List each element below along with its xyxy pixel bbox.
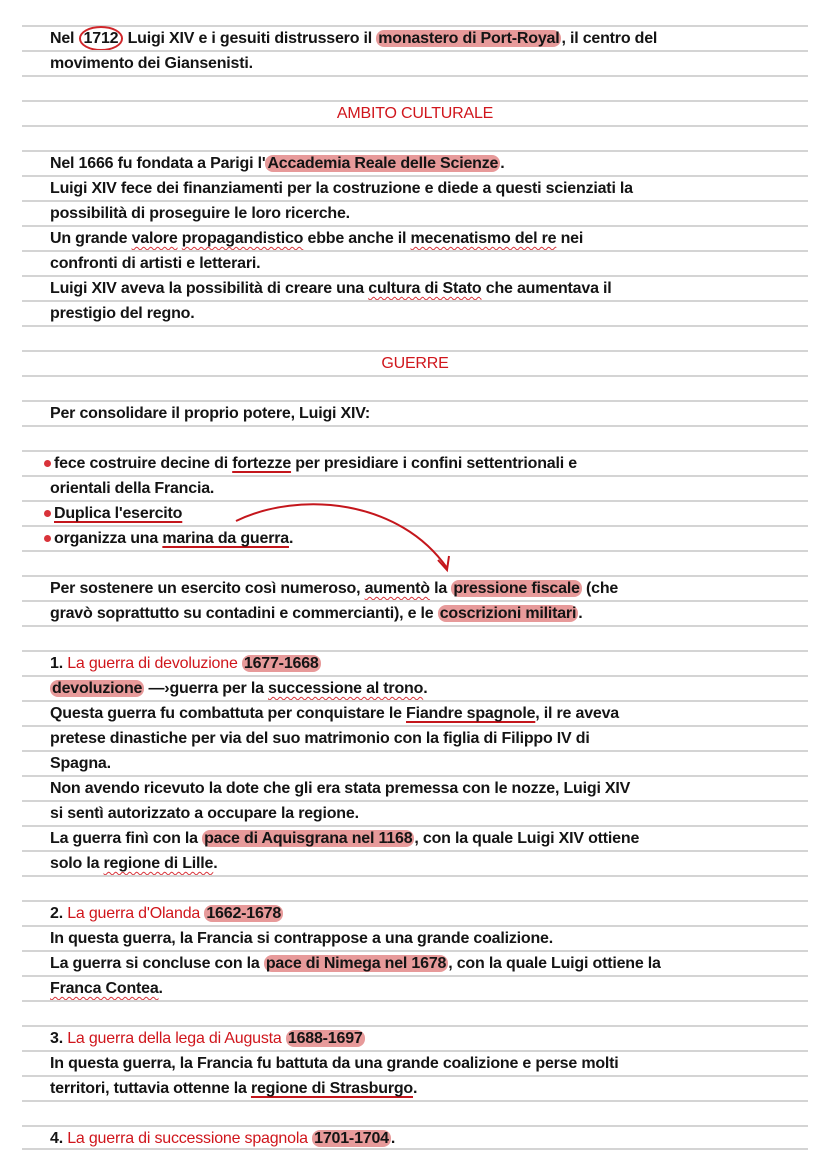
text-segment: La guerra si concluse con la bbox=[50, 955, 264, 972]
underlined-text: Duplica l'esercito bbox=[54, 505, 183, 522]
underlined-text: regione di Strasburgo bbox=[250, 1080, 413, 1097]
wavy-underlined-text: valore bbox=[131, 230, 178, 247]
note-line bbox=[22, 300, 808, 325]
note-line bbox=[22, 1125, 808, 1150]
text-segment: si sentì autorizzato a occupare la regione. bbox=[50, 805, 359, 822]
underlined-text: Fiandre spagnole bbox=[406, 705, 536, 722]
text-segment: . bbox=[288, 530, 294, 547]
text-segment: 4. bbox=[50, 1130, 68, 1147]
note-line bbox=[22, 250, 808, 275]
text-segment: pretese dinastiche per via del suo matrimonio con la figlia di Filippo IV di bbox=[50, 730, 590, 747]
note-line bbox=[22, 575, 808, 600]
text-segment: movimento dei Giansenisti. bbox=[50, 55, 253, 72]
highlighted-text: 1677-1668 bbox=[243, 655, 319, 672]
text-segment: . bbox=[578, 605, 583, 622]
note-line bbox=[22, 900, 808, 925]
highlighted-text: pace di Aquisgrana nel 1168 bbox=[204, 830, 413, 847]
blank-line bbox=[22, 625, 808, 650]
text-segment: . bbox=[213, 855, 218, 872]
text-segment: . bbox=[390, 1130, 396, 1147]
bullet-icon bbox=[44, 460, 51, 467]
text-segment: , il centro del bbox=[561, 30, 658, 47]
note-line bbox=[22, 750, 808, 775]
note-line bbox=[22, 800, 808, 825]
note-line bbox=[22, 775, 808, 800]
section-heading: GUERRE bbox=[381, 355, 449, 372]
blank-line bbox=[22, 875, 808, 900]
circled-date: 1712 bbox=[79, 26, 124, 51]
note-line bbox=[22, 175, 808, 200]
text-segment: Spagna. bbox=[50, 755, 111, 772]
text-segment: Luigi XIV fece dei finanziamenti per la costruzione e diede a questi scienziati la bbox=[50, 180, 633, 197]
text-segment: Questa guerra fu combattuta per conquistare le bbox=[50, 705, 407, 722]
text-segment: Nel 1666 fu fondata a Parigi l' bbox=[50, 155, 266, 172]
text-segment: 1. bbox=[50, 655, 68, 672]
note-line bbox=[22, 950, 808, 975]
highlighted-text: monastero di Port-Royal bbox=[378, 30, 560, 47]
text-segment: ebbe anche il bbox=[303, 230, 411, 247]
text-segment: nei bbox=[556, 230, 584, 247]
text-segment: Nel bbox=[50, 30, 79, 47]
note-line bbox=[22, 725, 808, 750]
note-line bbox=[22, 675, 808, 700]
note-line bbox=[22, 400, 808, 425]
underlined-text: fortezze bbox=[232, 455, 292, 472]
text-segment: gravò soprattutto su contadini e commercianti), e le bbox=[50, 605, 438, 622]
text-segment: Luigi XIV aveva la possibilità di creare una bbox=[50, 280, 369, 297]
highlighted-text: devoluzione bbox=[52, 680, 143, 697]
text-segment: , con la quale Luigi ottiene la bbox=[448, 955, 661, 972]
blank-line bbox=[22, 75, 808, 100]
text-segment: prestigio del regno. bbox=[50, 305, 195, 322]
blank-line bbox=[22, 550, 808, 575]
highlighted-text: Accademia Reale delle Scienze bbox=[267, 155, 499, 172]
section-heading: AMBITO CULTURALE bbox=[336, 105, 494, 122]
note-line bbox=[22, 100, 808, 125]
bullet-icon bbox=[44, 510, 51, 517]
text-segment: In questa guerra, la Francia fu battuta da una grande coalizione e perse molti bbox=[50, 1055, 619, 1072]
text-segment: —›guerra per la bbox=[144, 680, 269, 697]
wavy-underlined-text: regione di Lille bbox=[103, 855, 214, 872]
text-segment: possibilità di proseguire le loro ricerche. bbox=[50, 205, 350, 222]
highlighted-text: pressione fiscale bbox=[453, 580, 580, 597]
text-segment: . bbox=[423, 680, 428, 697]
note-line bbox=[22, 925, 808, 950]
text-segment: (che bbox=[581, 580, 619, 597]
note-line bbox=[22, 700, 808, 725]
blank-line bbox=[22, 1000, 808, 1025]
text-segment: solo la bbox=[50, 855, 104, 872]
notes-page bbox=[0, 25, 828, 1150]
note-line bbox=[22, 525, 808, 550]
text-segment: Per sostenere un esercito così numeroso, bbox=[50, 580, 365, 597]
bullet-icon bbox=[44, 535, 51, 542]
note-line bbox=[22, 1075, 808, 1100]
text-segment: la bbox=[429, 580, 452, 597]
wavy-underlined-text: cultura di Stato bbox=[368, 280, 482, 297]
section-title: La guerra della lega di Augusta bbox=[67, 1030, 282, 1047]
note-line bbox=[22, 825, 808, 850]
blank-line bbox=[22, 325, 808, 350]
section-title: La guerra di successione spagnola bbox=[67, 1130, 308, 1147]
text-segment: Non avendo ricevuto la dote che gli era stata premessa con le nozze, Luigi XIV bbox=[50, 780, 631, 797]
note-line bbox=[22, 1025, 808, 1050]
note-line bbox=[22, 475, 808, 500]
note-line bbox=[22, 275, 808, 300]
note-line bbox=[22, 650, 808, 675]
text-segment: 3. bbox=[50, 1030, 68, 1047]
note-line bbox=[22, 50, 808, 75]
text-segment: confronti di artisti e letterari. bbox=[50, 255, 261, 272]
text-segment: . bbox=[500, 155, 505, 172]
text-segment: fece costruire decine di bbox=[54, 455, 233, 472]
wavy-underlined-text: aumentò bbox=[364, 580, 430, 597]
text-segment: , con la quale Luigi XIV ottiene bbox=[414, 830, 640, 847]
wavy-underlined-text: propagandistico bbox=[181, 230, 304, 247]
text-segment: orientali della Francia. bbox=[50, 480, 215, 497]
text-segment: , il re aveva bbox=[535, 705, 619, 722]
note-line bbox=[22, 975, 808, 1000]
text-segment: In questa guerra, la Francia si contrappose a una grande coalizione. bbox=[50, 930, 553, 947]
note-line bbox=[22, 200, 808, 225]
note-line bbox=[22, 850, 808, 875]
highlighted-text: 1662-1678 bbox=[206, 905, 282, 922]
blank-line bbox=[22, 425, 808, 450]
highlighted-text: 1701-1704 bbox=[314, 1130, 389, 1147]
wavy-underlined-text: mecenatismo del re bbox=[410, 230, 557, 247]
text-segment: organizza una bbox=[54, 530, 163, 547]
wavy-underlined-text: successione al trono bbox=[268, 680, 424, 697]
highlighted-text: 1688-1697 bbox=[287, 1030, 363, 1047]
blank-line bbox=[22, 375, 808, 400]
note-line bbox=[22, 150, 808, 175]
wavy-underlined-text: Franca Contea bbox=[50, 980, 159, 997]
note-line bbox=[22, 225, 808, 250]
text-segment: 2. bbox=[50, 905, 68, 922]
section-title: La guerra di devoluzione bbox=[67, 655, 238, 672]
note-line bbox=[22, 450, 808, 475]
underlined-text: marina da guerra bbox=[162, 530, 289, 547]
text-segment: La guerra finì con la bbox=[50, 830, 203, 847]
text-segment: territori, tuttavia ottenne la bbox=[50, 1080, 251, 1097]
text-segment: che aumentava il bbox=[481, 280, 612, 297]
text-segment: . bbox=[413, 1080, 418, 1097]
highlighted-text: pace di Nimega nel 1678 bbox=[265, 955, 447, 972]
note-line bbox=[22, 600, 808, 625]
blank-line bbox=[22, 125, 808, 150]
text-segment: . bbox=[158, 980, 163, 997]
text-segment: Un grande bbox=[50, 230, 132, 247]
text-segment: Per consolidare il proprio potere, Luigi XIV: bbox=[50, 405, 370, 422]
blank-line bbox=[22, 1100, 808, 1125]
highlighted-text: coscrizioni militari bbox=[439, 605, 577, 622]
note-line bbox=[22, 350, 808, 375]
text-segment: Luigi XIV e i gesuiti distrussero il bbox=[123, 30, 377, 47]
note-line bbox=[22, 25, 808, 50]
section-title: La guerra d'Olanda bbox=[67, 905, 201, 922]
text-segment: per presidiare i confini settentrionali e bbox=[291, 455, 577, 472]
note-line bbox=[22, 500, 808, 525]
note-line bbox=[22, 1050, 808, 1075]
